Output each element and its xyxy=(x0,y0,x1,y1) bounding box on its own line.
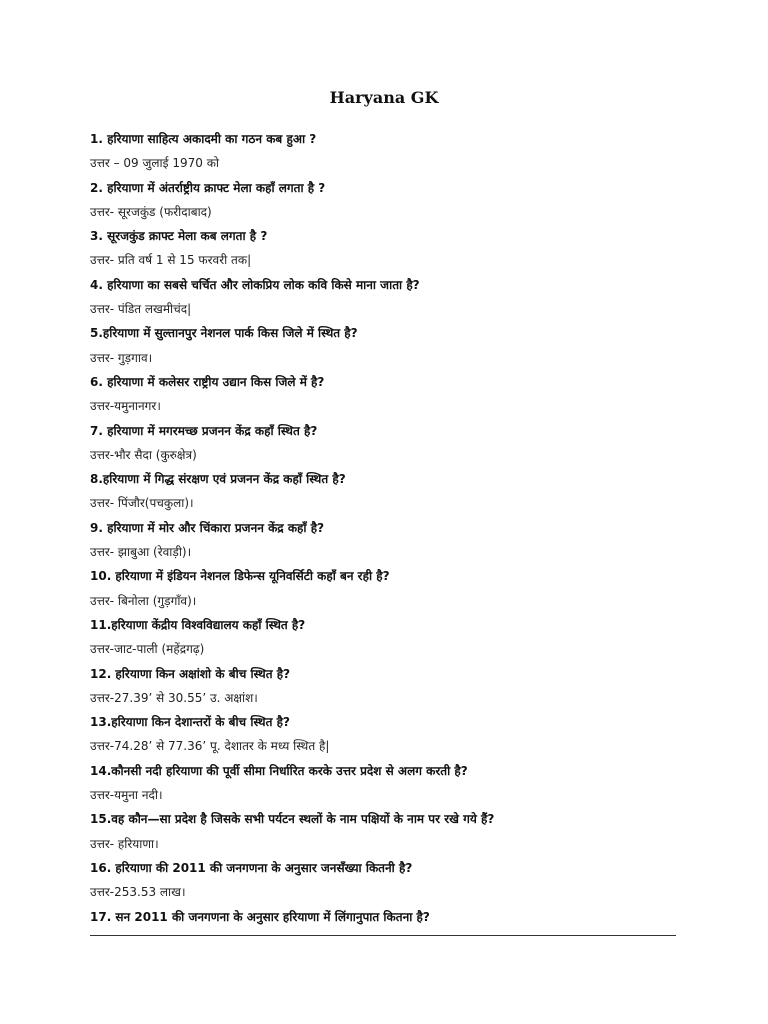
answer-6: उत्तर-यमुनानगर। xyxy=(90,399,161,414)
qa-item-5 xyxy=(90,321,690,370)
qa-item-6 xyxy=(90,370,690,419)
qa-item-17 xyxy=(90,905,690,954)
answer-3: उत्तर- प्रति वर्ष 1 से 15 फरवरी तक| xyxy=(90,253,252,268)
question-14: 14.कौनसी नदी हरियाणा की पूर्वी सीमा निर्धारित करके उत्तर प्रदेश से अलग करती है? xyxy=(90,763,468,778)
answer-7: उत्तर-भौर सैदा (कुरुक्षेत्र) xyxy=(90,447,197,462)
answer-15: उत्तर- हरियाणा। xyxy=(90,836,159,851)
answer-14: उत्तर-यमुना नदी। xyxy=(90,788,163,803)
qa-item-16 xyxy=(90,856,690,905)
qa-item-3 xyxy=(90,224,690,273)
question-10: 10. हरियाणा में इंडियन नेशनल डिफेन्स यूनिवर्सिटी कहाँ बन रही है? xyxy=(90,569,390,584)
qa-item-10 xyxy=(90,564,690,613)
qa-item-1 xyxy=(90,127,690,176)
answer-5: उत्तर- गुड़गाव। xyxy=(90,350,153,365)
qa-item-12 xyxy=(90,662,690,711)
footer-divider xyxy=(90,935,676,936)
qa-item-2 xyxy=(90,176,690,225)
question-12: 12. हरियाणा किन अक्षांशो के बीच स्थित है? xyxy=(90,666,291,681)
question-11: 11.हरियाणा केंद्रीय विश्वविद्यालय कहाँ स्थित है? xyxy=(90,617,306,632)
question-1: 1. हरियाणा साहित्य अकादमी का गठन कब हुआ ? xyxy=(90,132,317,146)
question-4: 4. हरियाणा का सबसे चर्चित और लोकप्रिय लोक कवि किसे माना जाता है? xyxy=(90,277,420,292)
question-3: 3. सूरजकुंड क्राफ्ट मेला कब लगता है ? xyxy=(90,229,268,244)
answer-2: उत्तर- सूरजकुंड (फरीदाबाद) xyxy=(90,204,212,219)
question-6: 6. हरियाणा में कलेसर राष्ट्रीय उद्यान किस जिले में है? xyxy=(90,374,325,389)
qa-item-13 xyxy=(90,710,690,759)
question-9: 9. हरियाणा में मोर और चिंकारा प्रजनन केंद्र कहाँ है? xyxy=(90,520,325,535)
qa-item-11 xyxy=(90,613,690,662)
question-16: 16. हरियाणा की 2011 की जनगणना के अनुसार जनसँख्या कितनी है? xyxy=(90,860,413,875)
qa-item-14 xyxy=(90,759,690,808)
qa-item-4 xyxy=(90,273,690,322)
answer-10: उत्तर- बिनोला (गुड़गाँव)। xyxy=(90,593,197,608)
question-13: 13.हरियाणा किन देशान्तरों के बीच स्थित है? xyxy=(90,715,290,730)
question-answer-list xyxy=(90,127,690,953)
question-7: 7. हरियाणा में मगरमच्छ प्रजनन केंद्र कहाँ स्थित है? xyxy=(90,423,318,438)
qa-item-7 xyxy=(90,419,690,468)
answer-11: उत्तर-जाट-पाली (महेंद्रगढ़) xyxy=(90,642,205,657)
question-2: 2. हरियाणा में अंतर्राष्ट्रीय क्राफ्ट मेला कहाँ लगता है ? xyxy=(90,180,326,195)
answer-12: उत्तर-27.39’ से 30.55’ उ. अक्षांश। xyxy=(90,690,258,705)
answer-8: उत्तर- पिंजौर(पचकुला)। xyxy=(90,496,194,511)
document-title: Haryana GK xyxy=(329,88,439,107)
qa-item-9 xyxy=(90,516,690,565)
answer-16: उत्तर-253.53 लाख। xyxy=(90,885,186,900)
qa-item-8 xyxy=(90,467,690,516)
qa-item-15 xyxy=(90,807,690,856)
question-5: 5.हरियाणा में सुल्तानपुर नेशनल पार्क किस जिले में स्थित है? xyxy=(90,326,358,341)
question-8: 8.हरियाणा में गिद्ध संरक्षण एवं प्रजनन केंद्र कहाँ स्थित है? xyxy=(90,472,346,487)
question-15: 15.वह कौन—सा प्रदेश है जिसके सभी पर्यटन स्थलों के नाम पक्षियों के नाम पर रखे गये हैं? xyxy=(90,812,495,827)
answer-1: उत्तर – 09 जुलाई 1970 को xyxy=(90,156,220,171)
answer-4: उत्तर- पंडित लखमीचंद| xyxy=(90,302,192,317)
answer-13: उत्तर-74.28’ से 77.36’ पू. देशातर के मध्य स्थित है| xyxy=(90,739,330,754)
answer-9: उत्तर- झाबुआ (रेवाड़ी)। xyxy=(90,545,192,560)
question-17: 17. सन 2011 की जनगणना के अनुसार हरियाणा में लिंगानुपात कितना है? xyxy=(90,909,430,924)
